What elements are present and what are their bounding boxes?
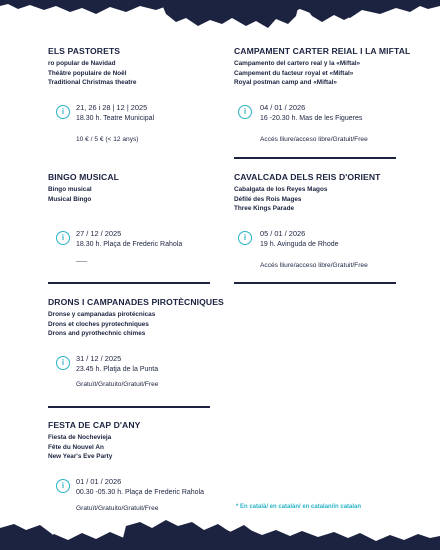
event-bingo xyxy=(48,172,210,204)
info-icon: i xyxy=(56,356,70,370)
event-title: CAVALCADA DELS REIS D'ORIENT xyxy=(234,172,381,182)
event-subtitle: Défilé des Rois Mages xyxy=(234,195,302,203)
event-date: 31 / 12 / 2025 xyxy=(76,354,122,363)
event-date: 01 / 01 / 2026 xyxy=(76,477,122,486)
event-date: 27 / 12 / 2025 xyxy=(76,229,122,238)
event-subtitle: Dronse y campanadas pirotécnicas xyxy=(48,311,156,318)
event-carter xyxy=(234,46,411,88)
event-subtitle: Théâtre populaire de Noël xyxy=(48,69,127,77)
event-date: 04 / 01 / 2026 xyxy=(260,103,306,112)
event-subtitle: Campement du facteur royal et «Miftal» xyxy=(234,69,354,77)
event-subtitle: Drons and pyrothechnic chimes xyxy=(48,330,146,338)
event-cavalcada xyxy=(234,172,404,214)
event-place: 00.30 -05.30 h. Plaça de Frederic Rahola xyxy=(76,489,205,496)
event-title: BINGO MUSICAL xyxy=(48,172,120,182)
event-title: CAMPAMENT CARTER REIAL I LA MIFTAL xyxy=(234,46,411,56)
event-title: ELS PASTORETS xyxy=(48,46,121,56)
event-drons xyxy=(48,297,224,339)
event-place: 18.30 h. Teatre Municipal xyxy=(76,115,155,122)
info-icon: i xyxy=(56,479,70,493)
event-title: FESTA DE CAP D'ANY xyxy=(48,420,141,430)
event-subtitle: Bingo musical xyxy=(48,186,92,193)
event-date: 21, 26 i 28 | 12 | 2025 xyxy=(76,103,148,112)
event-place: 16 -20.30 h. Mas de les Figueres xyxy=(260,115,363,122)
info-icon: i xyxy=(238,105,252,119)
top-brush-banner xyxy=(0,0,440,34)
event-subtitle: Fête du Nouvel An xyxy=(48,443,104,451)
event-subtitle: Fiesta de Nochevieja xyxy=(48,434,112,441)
event-access: Accés lliure/acceso libre/Gratuit/Free xyxy=(260,136,368,143)
info-icon: i xyxy=(238,231,252,245)
event-price: Gratuït/Gratuito/Gratuit/Free xyxy=(76,381,159,388)
divider xyxy=(234,282,396,284)
event-place: 19 h. Avinguda de Rhode xyxy=(260,241,339,248)
event-access: Accés lliure/acceso libre/Gratuit/Free xyxy=(260,262,368,269)
divider xyxy=(234,157,396,159)
event-subtitle: ro popular de Navidad xyxy=(48,60,116,67)
info-icon: i xyxy=(56,231,70,245)
language-footnote: * En català/ en catalán/ en catalan/in catalan xyxy=(236,504,362,510)
event-price: Gratuït/Gratuito/Gratuit/Free xyxy=(76,505,159,512)
event-subtitle: Musical Bingo xyxy=(48,195,92,203)
event-subtitle: Royal postman camp and «Miftal» xyxy=(234,79,337,87)
event-date: 05 / 01 / 2026 xyxy=(260,229,306,238)
bottom-brush-banner xyxy=(0,516,440,550)
event-price: 10 € / 5 € (< 12 anys) xyxy=(76,136,139,143)
event-subtitle: Campamento del cartero real y la «Miftal» xyxy=(234,60,361,67)
event-subtitle: Cabalgata de los Reyes Magos xyxy=(234,186,328,193)
event-place: 18.30 h. Plaça de Frederic Rahola xyxy=(76,241,183,248)
divider xyxy=(48,406,210,408)
event-subtitle: Three Kings Parade xyxy=(234,205,295,213)
event-capdany xyxy=(48,420,210,462)
event-title: DRONS I CAMPANADES PIROTÈCNIQUES xyxy=(48,297,224,307)
event-extra: ___ xyxy=(76,255,88,262)
event-place: 23.45 h. Platja de la Punta xyxy=(76,366,159,373)
divider xyxy=(48,282,210,284)
info-icon: i xyxy=(56,105,70,119)
event-subtitle: Traditional Christmas theatre xyxy=(48,79,137,87)
event-pastorets xyxy=(48,46,210,88)
event-subtitle: New Year's Eve Party xyxy=(48,453,113,461)
event-subtitle: Drons et cloches pyrotechniques xyxy=(48,320,149,328)
